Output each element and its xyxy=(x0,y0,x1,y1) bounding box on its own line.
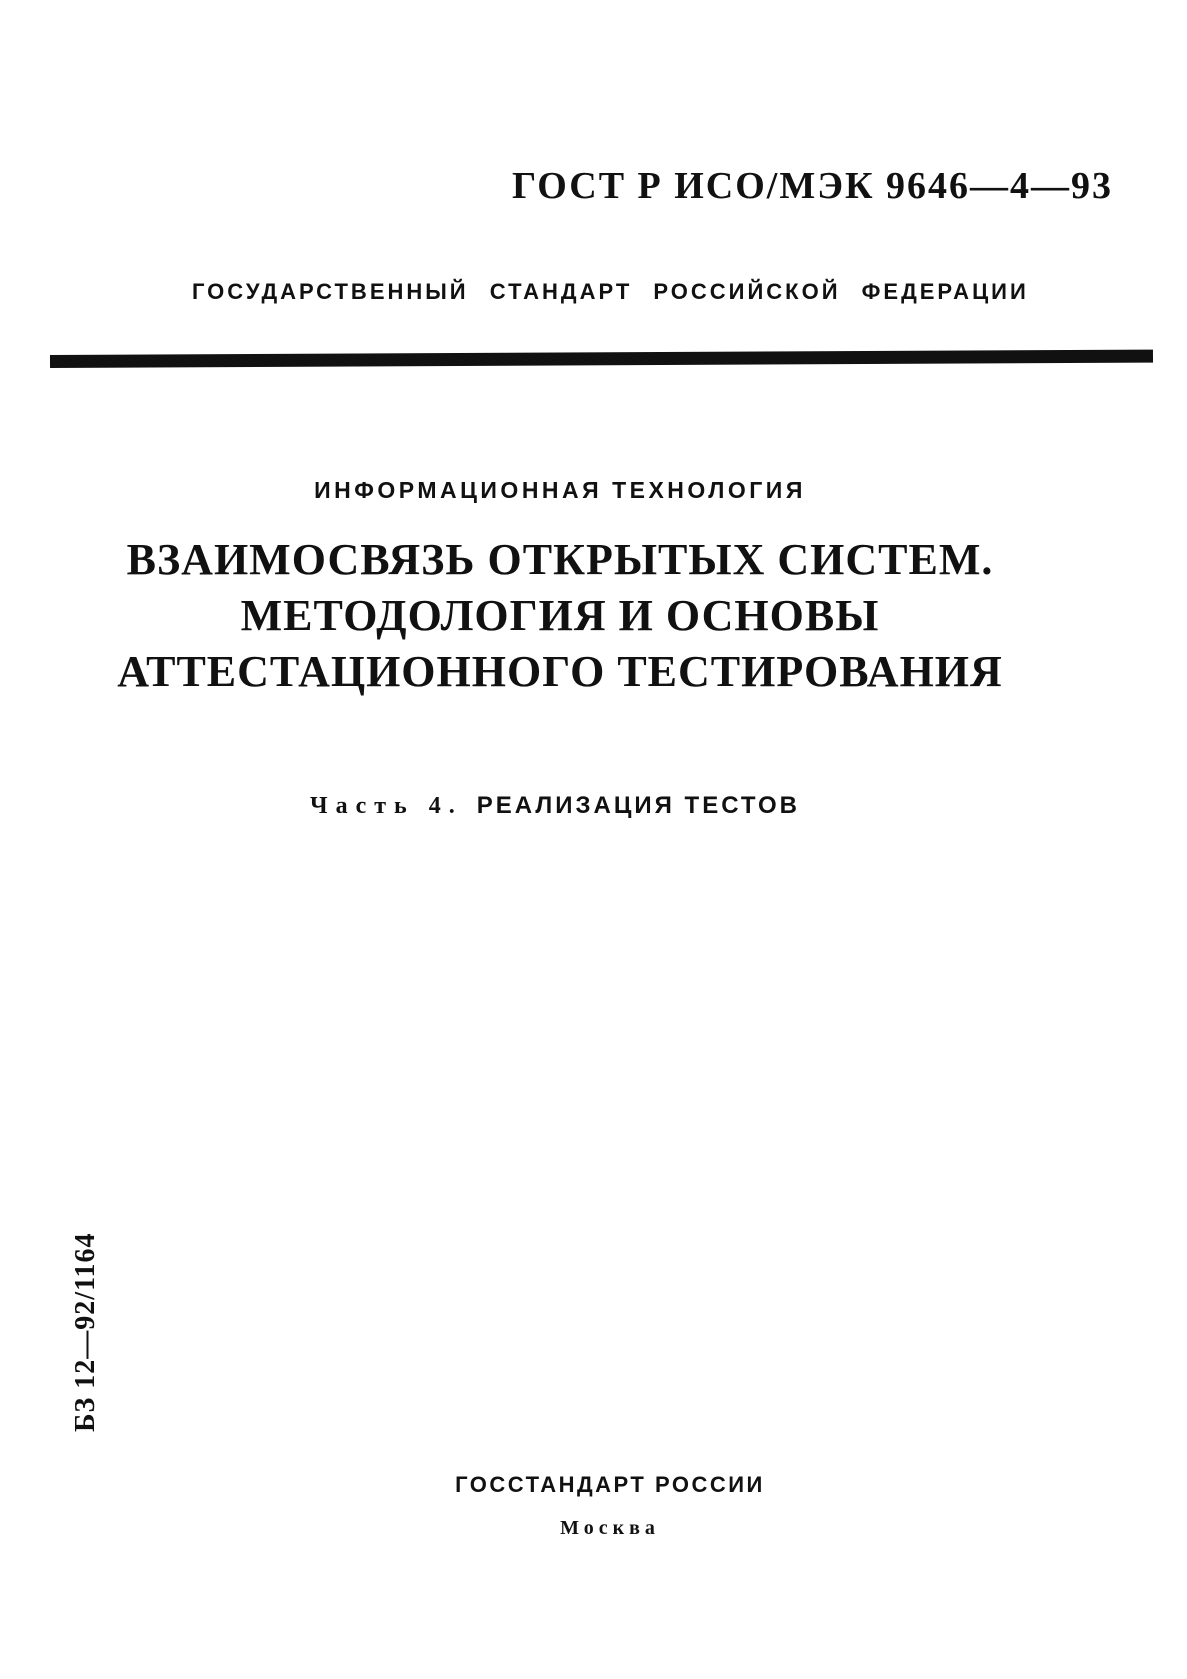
part-heading xyxy=(0,792,1110,820)
subject-heading: ИНФОРМАЦИОННАЯ ТЕХНОЛОГИЯ xyxy=(314,477,806,503)
part-label: Часть 4. xyxy=(309,793,463,819)
publication-city: Москва xyxy=(560,1517,660,1539)
print-imprint: БЗ 12—92/1164 xyxy=(70,1232,101,1432)
header-divider xyxy=(50,350,1153,368)
part-name: РЕАЛИЗАЦИЯ ТЕСТОВ xyxy=(476,792,800,819)
title-line: МЕТОДОЛОГИЯ И ОСНОВЫ xyxy=(240,591,880,640)
state-standard-heading: ГОСУДАРСТВЕННЫЙ СТАНДАРТ РОССИЙСКОЙ ФЕДЕРАЦИИ xyxy=(192,279,1029,304)
publisher: ГОССТАНДАРТ РОССИИ xyxy=(455,1472,765,1497)
title-line: АТТЕСТАЦИОННОГО ТЕСТИРОВАНИЯ xyxy=(117,647,1003,696)
document-title xyxy=(0,532,1120,700)
standard-designation: ГОСТ Р ИСО/МЭК 9646—4—93 xyxy=(512,165,1114,207)
title-line: ВЗАИМОСВЯЗЬ ОТКРЫТЫХ СИСТЕМ. xyxy=(126,535,994,584)
